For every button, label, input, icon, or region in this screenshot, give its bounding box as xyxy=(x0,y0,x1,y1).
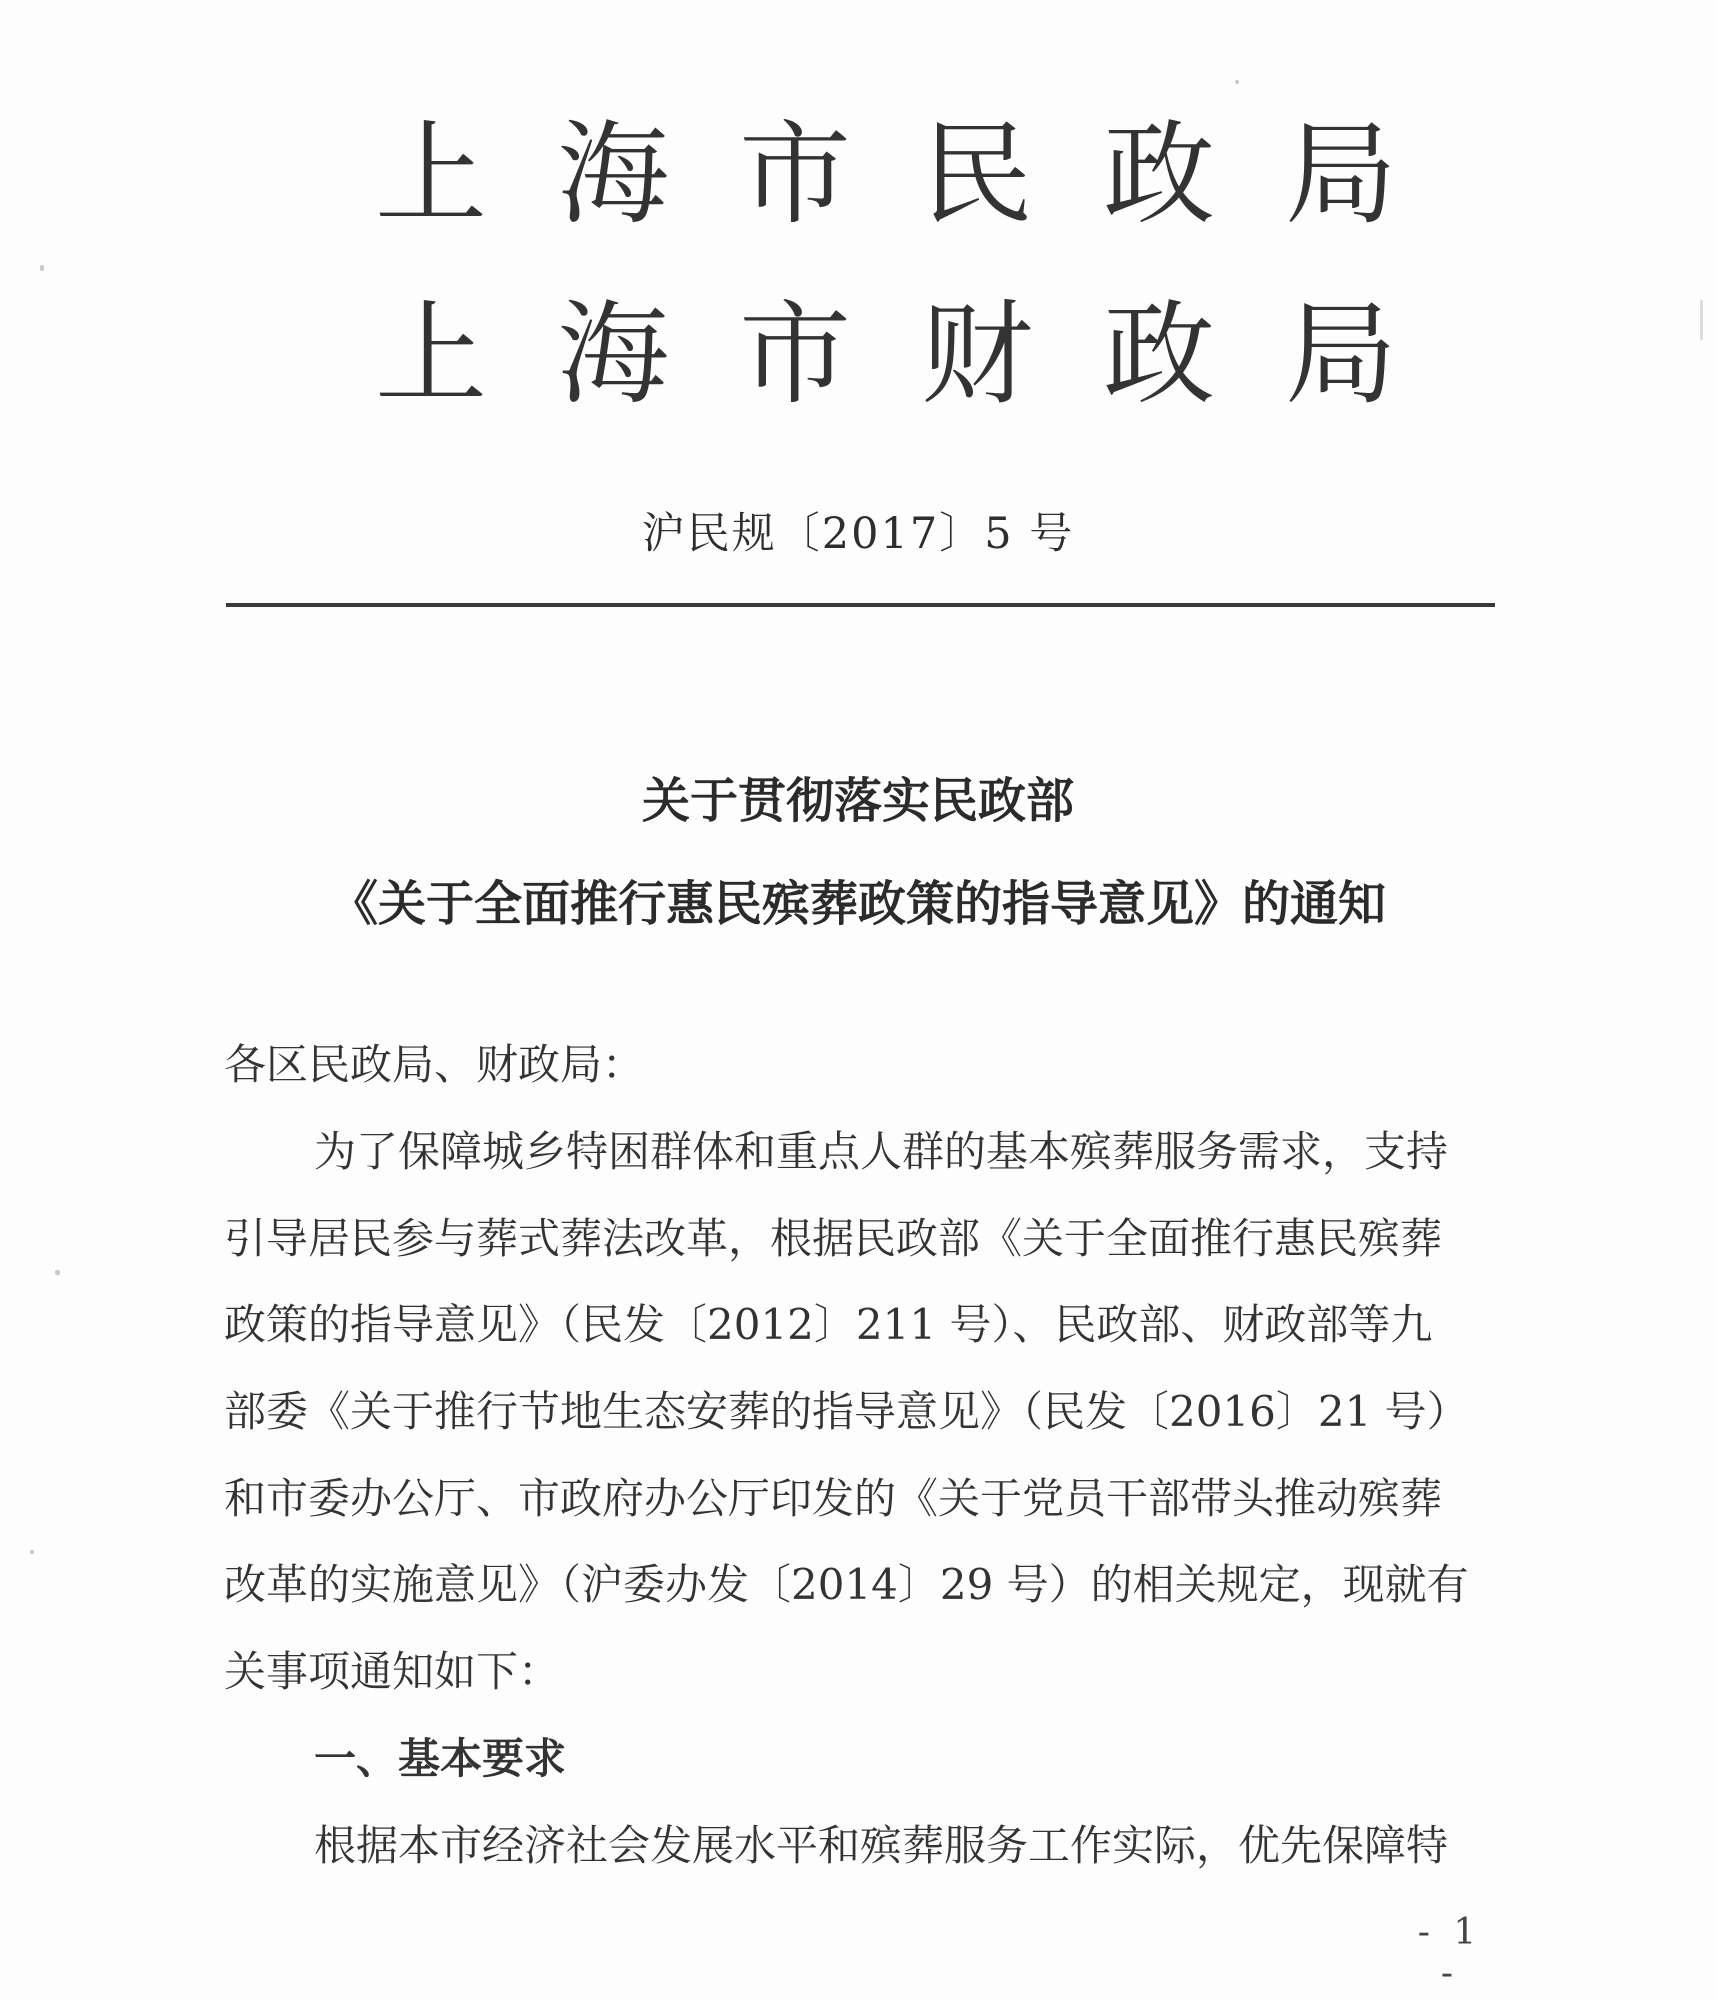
scan-speck xyxy=(1235,80,1239,84)
issuer-char: 市 xyxy=(739,110,851,240)
title-line-1: 关于贯彻落实民政部 xyxy=(641,773,1074,829)
issuing-authorities xyxy=(340,85,1400,445)
paragraph-line: 引导居民参与葬式葬法改革，根据民政部《关于全面推行惠民殡葬 xyxy=(224,1214,1443,1263)
title-line-2: 《关于全面推行惠民殡葬政策的指导意见》的通知 xyxy=(329,876,1386,932)
header-divider xyxy=(226,603,1495,607)
scan-speck xyxy=(55,1270,60,1275)
salutation: 各区民政局、财政局： xyxy=(224,1040,645,1089)
paragraph-line: 部委《关于推行节地生态安葬的指导意见》（民发〔2016〕21 号） xyxy=(224,1387,1469,1436)
scan-speck xyxy=(30,1550,34,1554)
section-heading: 一、基本要求 xyxy=(314,1734,567,1783)
paragraph-line: 为了保障城乡特困群体和重点人群的基本殡葬服务需求，支持 xyxy=(314,1127,1449,1176)
issuer-char: 民 xyxy=(921,110,1033,240)
scan-speck xyxy=(1700,300,1703,340)
issuer-char: 海 xyxy=(557,290,669,420)
page-number: - 1 - xyxy=(1417,1912,1483,1994)
issuer-char: 海 xyxy=(557,110,669,240)
issuer-char: 财 xyxy=(921,290,1033,420)
paragraph-line: 根据本市经济社会发展水平和殡葬服务工作实际，优先保障特 xyxy=(314,1821,1449,1870)
issuer-char: 局 xyxy=(1285,110,1397,240)
issuer-char: 局 xyxy=(1285,290,1397,420)
issuer-finance xyxy=(340,265,1400,445)
issuer-char: 政 xyxy=(1103,290,1215,420)
paragraph-line: 政策的指导意见》（民发〔2012〕211 号）、民政部、财政部等九 xyxy=(224,1300,1433,1349)
paragraph-line: 关事项通知如下： xyxy=(224,1647,561,1696)
issuer-char: 市 xyxy=(739,290,851,420)
issuer-civil-affairs xyxy=(340,85,1400,265)
issuer-char: 上 xyxy=(375,110,487,240)
scan-speck xyxy=(40,265,44,271)
issuer-char: 政 xyxy=(1103,110,1215,240)
paragraph-line: 改革的实施意见》（沪委办发〔2014〕29 号）的相关规定，现就有 xyxy=(224,1560,1469,1609)
document-number: 沪民规〔2017〕5 号 xyxy=(641,509,1075,559)
issuer-char: 上 xyxy=(375,290,487,420)
paragraph-line: 和市委办公厅、市政府办公厅印发的《关于党员干部带头推动殡葬 xyxy=(224,1474,1443,1523)
